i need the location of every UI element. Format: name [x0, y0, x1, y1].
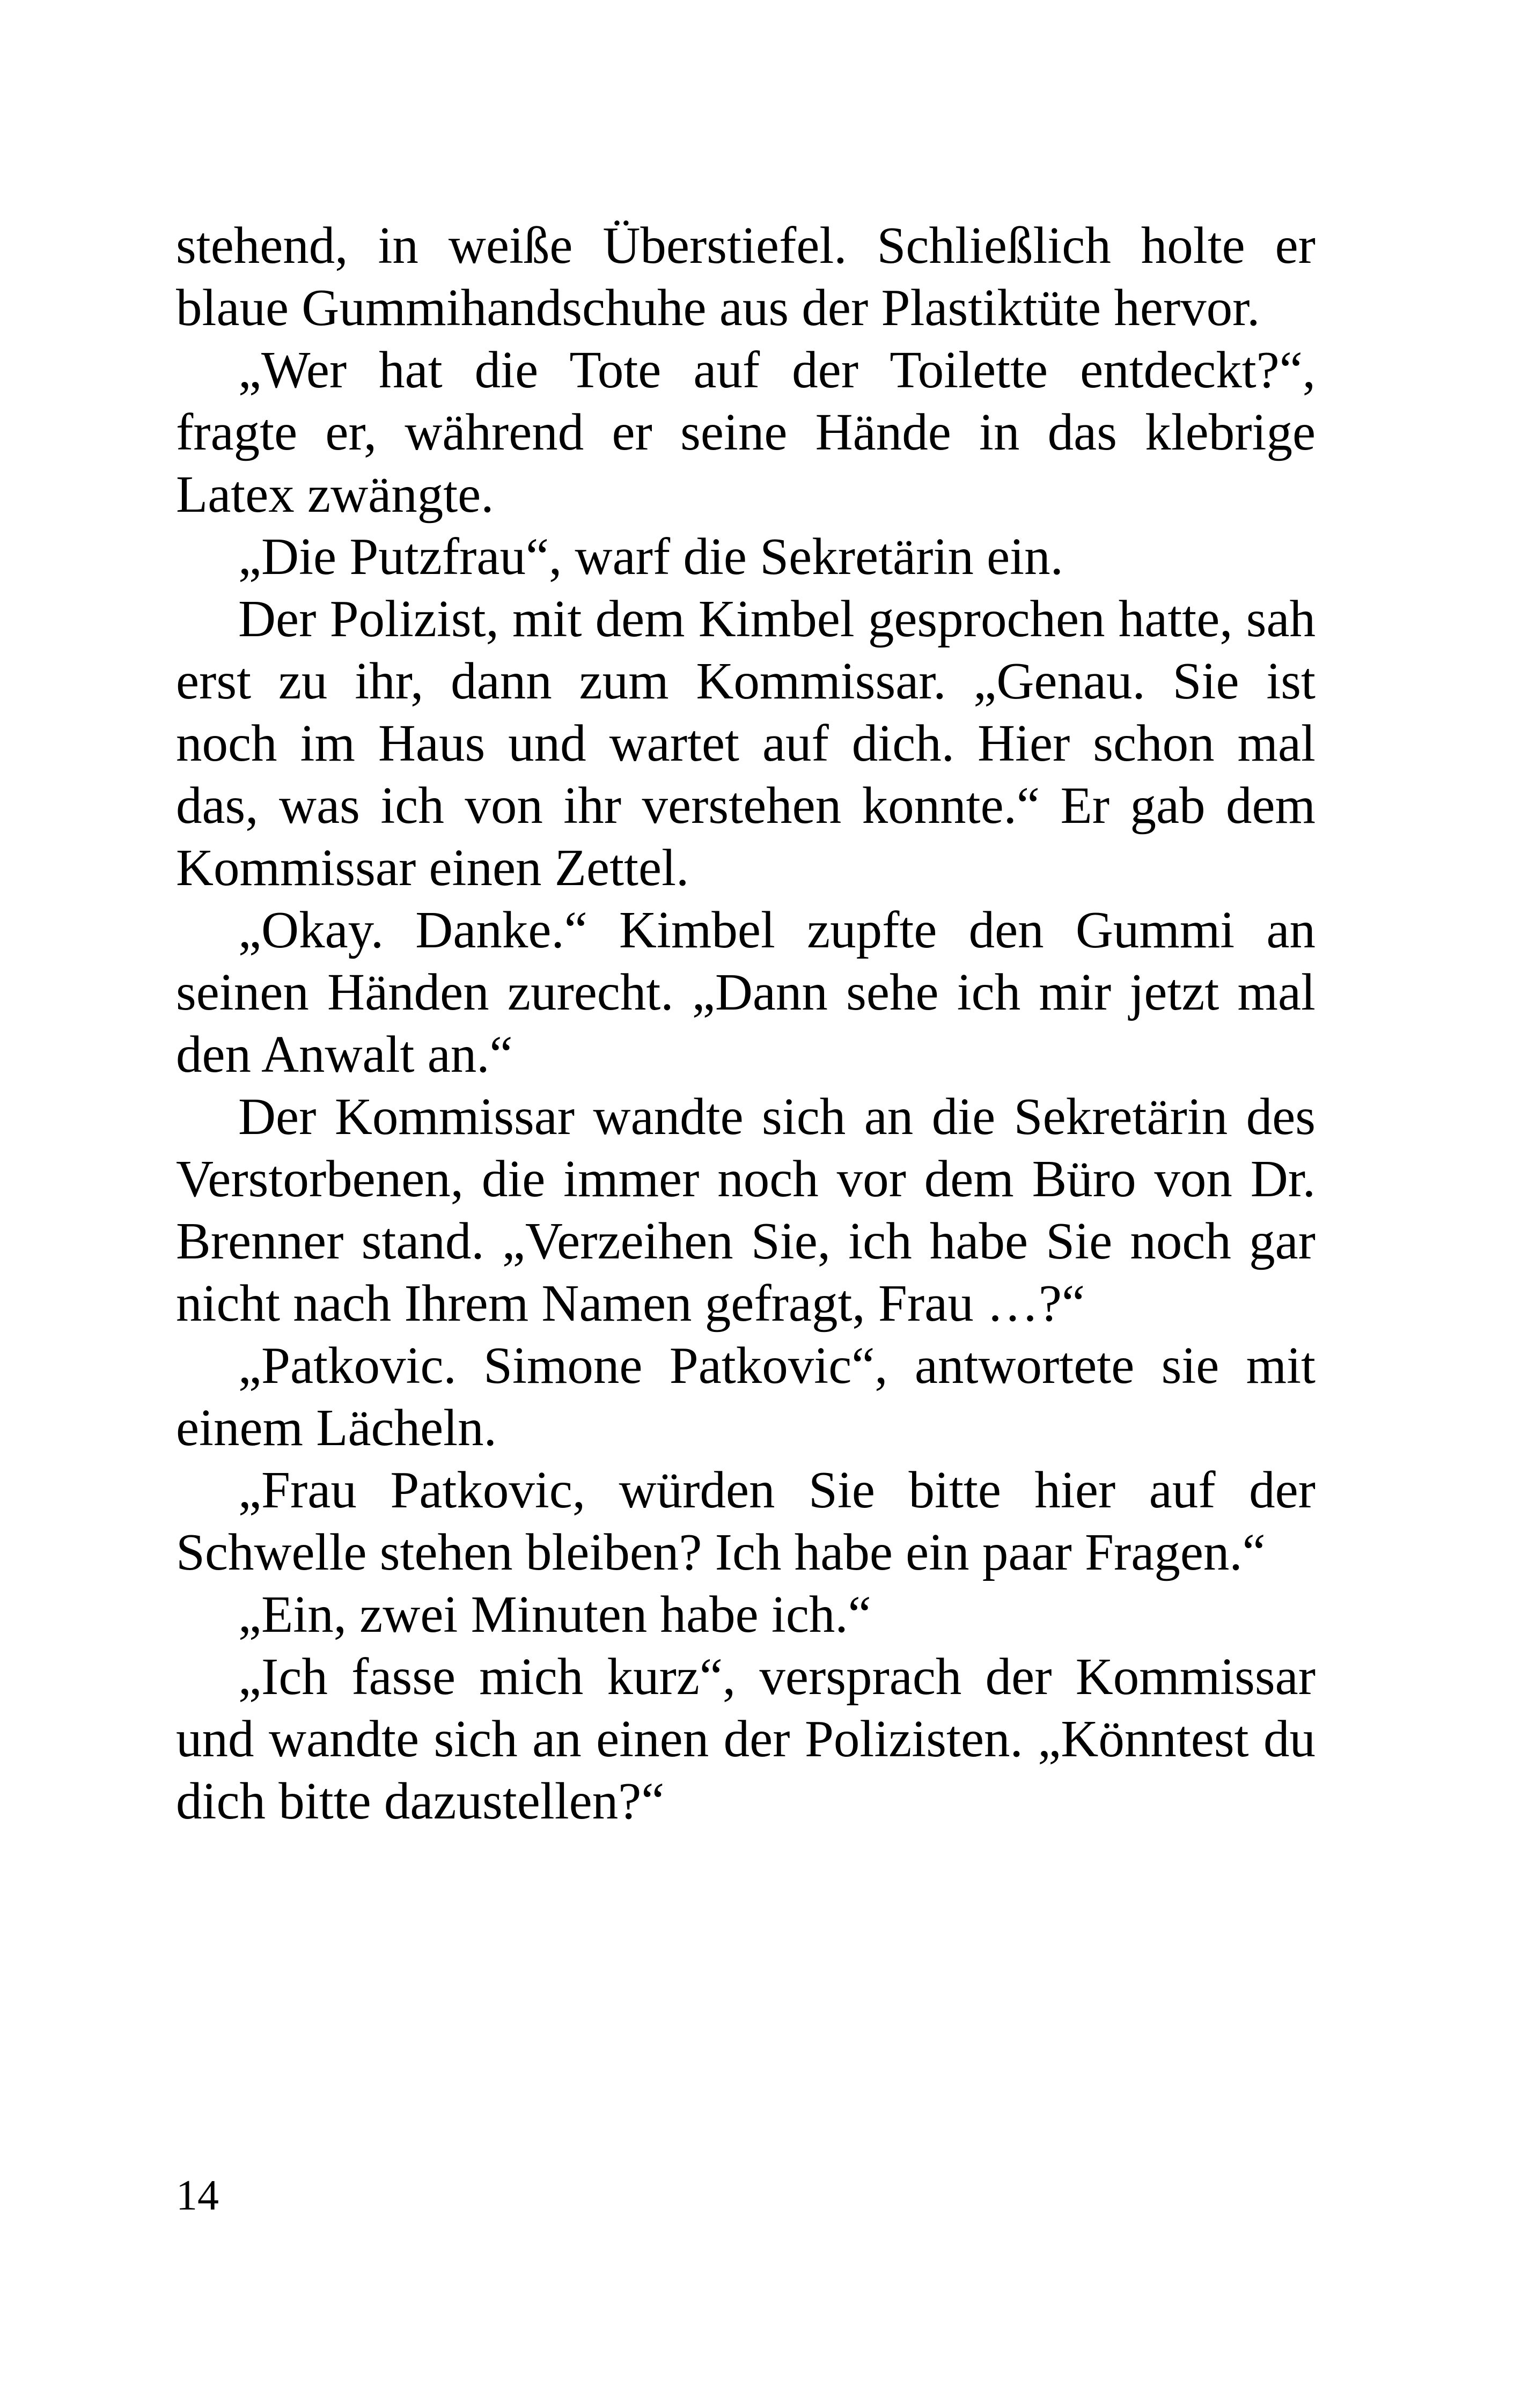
paragraph: Der Polizist, mit dem Kimbel gesprochen hatte, sah erst zu ihr, dann zum Kommissar. „Genau. Sie ist noch im Haus und wartet auf dich. Hier schon mal das, was ich von ihr verstehen konnte.“ Er gab dem Kommissar einen Zettel. — [176, 590, 1316, 896]
paragraph: „Wer hat die Tote auf der Toilette entdeckt?“, fragte er, während er seine Hände in das klebrige Latex zwängte. — [176, 341, 1316, 523]
paragraph: „Patkovic. Simone Patkovic“, antwortete sie mit einem Lächeln. — [176, 1337, 1316, 1456]
paragraph: Der Kommissar wandte sich an die Sekretärin des Verstorbenen, die immer noch vor dem Büro von Dr. Brenner stand. „Verzeihen Sie, ich habe Sie noch gar nicht nach Ihrem Namen gefragt, Frau …?“ — [176, 1088, 1316, 1332]
paragraph: „Okay. Danke.“ Kimbel zupfte den Gummi an seinen Händen zurecht. „Dann sehe ich mir jetzt mal den Anwalt an.“ — [176, 901, 1316, 1083]
paragraph: „Die Putzfrau“, warf die Sekretärin ein. — [238, 528, 1063, 585]
paragraph: „Frau Patkovic, würden Sie bitte hier auf der Schwelle stehen bleiben? Ich habe ein paar Fragen.“ — [176, 1461, 1316, 1581]
paragraph: „Ich fasse mich kurz“, versprach der Kommissar und wandte sich an einen der Polizisten. „Könntest du dich bitte dazustellen?“ — [176, 1648, 1316, 1830]
paragraph: stehend, in weiße Überstiefel. Schließlich holte er blaue Gummihandschuhe aus der Plastiktüte hervor. — [176, 217, 1316, 336]
paragraph: „Ein, zwei Minuten habe ich.“ — [238, 1586, 871, 1643]
body-text — [176, 215, 1316, 1832]
page-number: 14 — [176, 2172, 219, 2219]
